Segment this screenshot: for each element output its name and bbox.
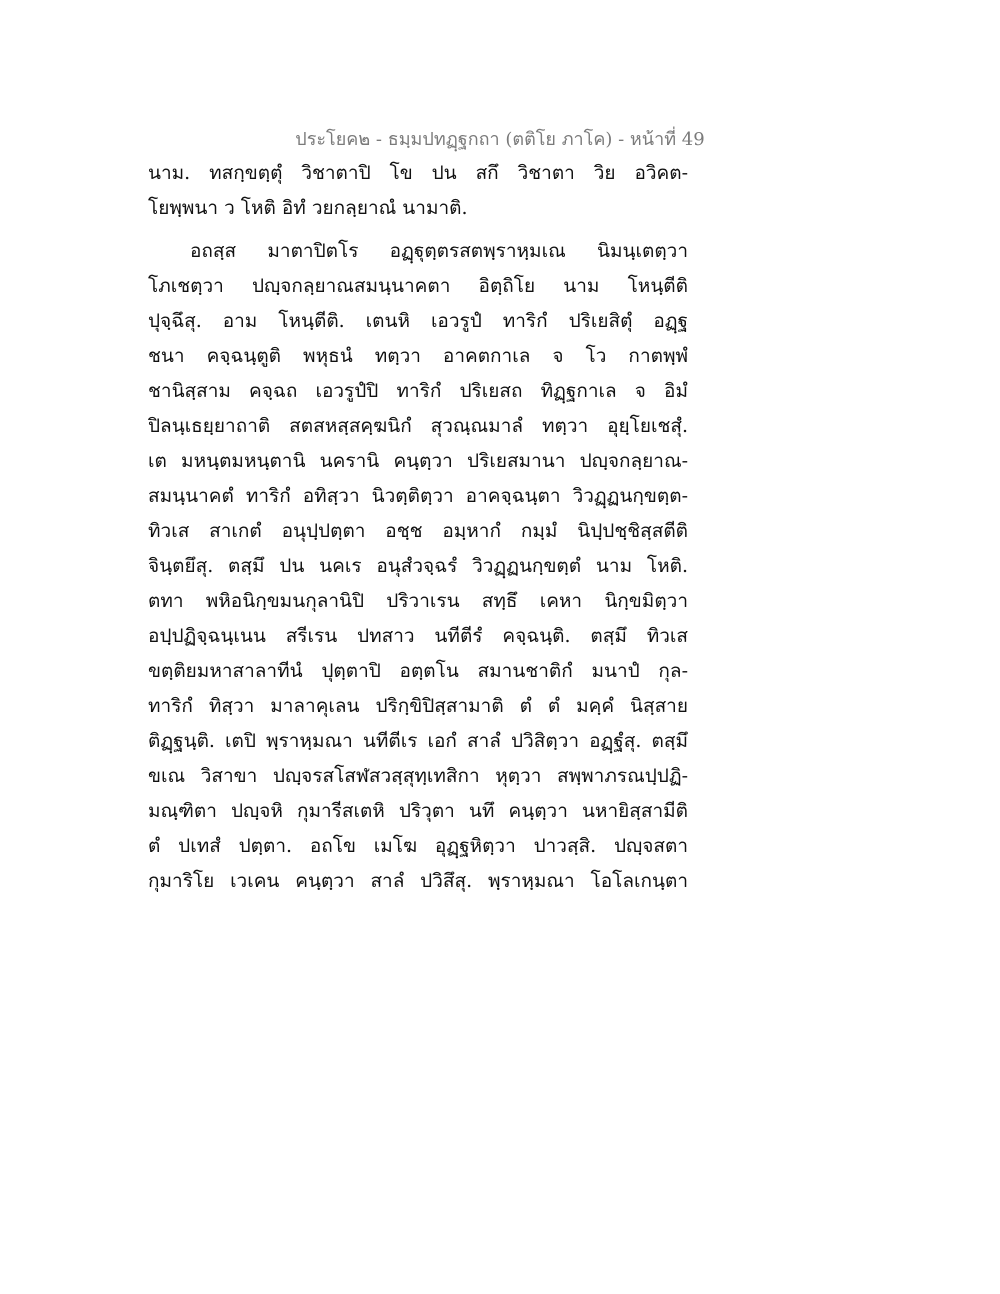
text-line: ขตฺติยมหาสาลาทีนํ ปุตฺตาปิ อตฺตโน สมานชาติกํ มนาปํ กุล- bbox=[148, 660, 688, 682]
text-line: ขเณ วิสาขา ปญฺจรสโสฬสวสฺสุทฺเทสิกา หุตฺวา สพฺพาภรณปฺปฏิ- bbox=[148, 765, 688, 787]
paragraph-gap bbox=[148, 226, 688, 234]
body-text bbox=[148, 156, 688, 899]
text-line: ปุจฺฉึสุ. อาม โหนฺตีติ. เตนหิ เอวรูปํ ทาริกํ ปริเยสิตุํ อฏฺฐ bbox=[148, 310, 688, 332]
text-line: ติฏฺฐนฺติ. เตปิ พฺราหฺมณา นทีตีเร เอกํ สาลํ ปวิสิตฺวา อฏฺฐํสุ. ตสฺมึ bbox=[148, 730, 688, 752]
text-line: อปฺปฏิจฺฉนฺเนน สรีเรน ปทสาว นทีตีรํ คจฺฉนฺติ. ตสฺมึ ทิวเส bbox=[148, 625, 688, 647]
text-line: มณฺฑิตา ปญฺจหิ กุมารีสเตหิ ปริวุตา นทึ คนฺตฺวา นหายิสฺสามีติ bbox=[148, 800, 688, 822]
text-line: ตํ ปเทสํ ปตฺตา. อถโข เมโฆ อุฏฺฐหิตฺวา ปาวสฺสิ. ปญฺจสตา bbox=[148, 835, 688, 857]
text-line: ทิวเส สาเกตํ อนุปฺปตฺตา อชฺช อมฺหากํ กมฺมํ นิปฺปชฺชิสฺสตีติ bbox=[148, 520, 688, 542]
text-line: ทาริกํ ทิสฺวา มาลาคุเลน ปริกฺขิปิสฺสามาติ ตํ ตํ มคฺคํ นิสฺสาย bbox=[148, 695, 688, 717]
text-line: เต มหนฺตมหนฺตานิ นครานิ คนฺตฺวา ปริเยสมานา ปญฺจกลฺยาณ- bbox=[148, 450, 688, 472]
text-line: สมนฺนาคตํ ทาริกํ อทิสฺวา นิวตฺติตฺวา อาคจฺฉนฺตา วิวฏฺฏนกฺขตฺต- bbox=[148, 485, 688, 507]
text-line: จินฺตยึสุ. ตสฺมึ ปน นคเร อนุสํวจฺฉรํ วิวฏฺฏนกฺขตฺตํ นาม โหติ. bbox=[148, 555, 688, 577]
text-line: อถสฺส มาตาปิตโร อฏฺฐุตฺตรสตพฺราหฺมเณ นิมนฺเตตฺวา bbox=[190, 240, 688, 262]
text-line: ตทา พหิอนิกฺขมนกุลานิปิ ปริวาเรน สทฺธึ เคหา นิกฺขมิตฺวา bbox=[148, 590, 688, 612]
text-line: ชานิสฺสาม คจฺฉถ เอวรูปํปิ ทาริกํ ปริเยสถ ทิฏฺฐกาเล จ อิมํ bbox=[148, 380, 688, 402]
paragraph-1 bbox=[148, 156, 688, 226]
text-line: ปิลนฺเธยฺยาถาติ สตสหสฺสคฺฆนิกํ สุวณฺณมาลํ ทตฺวา อุยฺโยเชสุํ. bbox=[148, 415, 688, 437]
text-line: โยพฺพนา ว โหติ อิทํ วยกลฺยาณํ นามาติ. bbox=[148, 197, 468, 219]
text-line: กุมาริโย เวเคน คนฺตฺวา สาลํ ปวิสึสุ. พฺราหฺมณา โอโลเกนฺตา bbox=[148, 870, 688, 892]
text-line: โภเชตฺวา ปญฺจกลฺยาณสมนฺนาคตา อิตฺถิโย นาม โหนฺตีติ bbox=[148, 275, 688, 297]
text-line: นาม. ทสกฺขตฺตุํ วิชาตาปิ โข ปน สกึ วิชาตา วิย อวิคต- bbox=[148, 162, 688, 184]
paragraph-2 bbox=[148, 234, 688, 899]
text-line: ชนา คจฺฉนฺตูติ พหุธนํ ทตฺวา อาคตกาเล จ โว กาตพฺพํ bbox=[148, 345, 688, 367]
running-header: ประโยค๒ - ธมฺมปทฏฺฐกถา (ตติโย ภาโค) - หน้าที่ 49 bbox=[295, 129, 705, 150]
